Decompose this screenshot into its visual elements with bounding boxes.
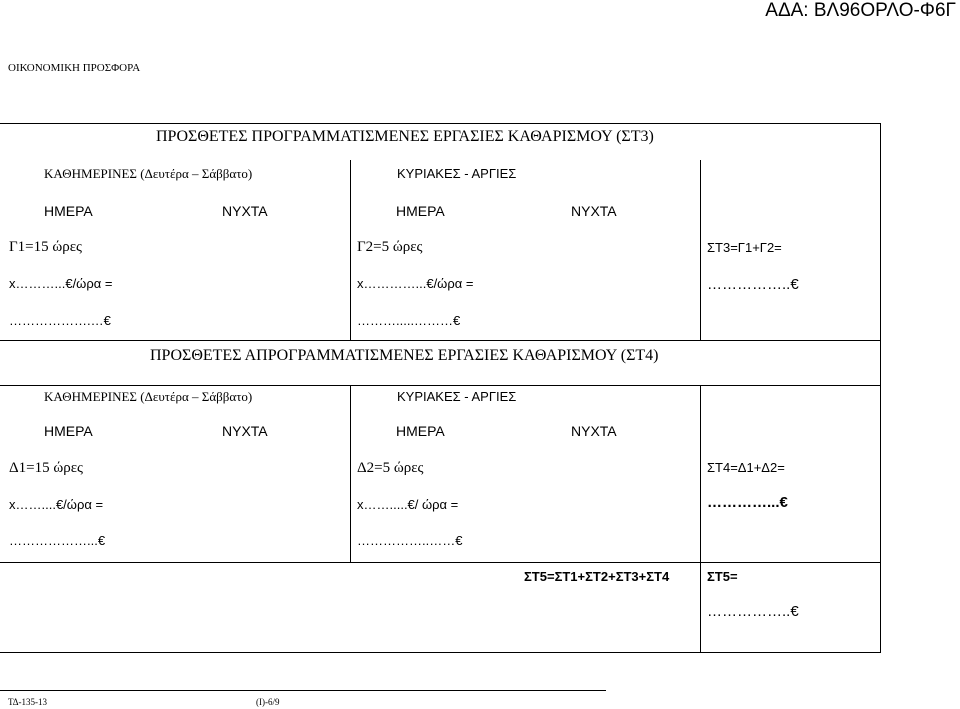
st5-top-border [0, 562, 880, 563]
st3-night-label: ΝΥΧΤΑ [222, 203, 268, 219]
st3-total-divider [700, 160, 701, 340]
st3-rate-2: x…………...€/ώρα = [357, 276, 474, 291]
st4-rate-1: x……....€/ώρα = [9, 497, 104, 512]
st3-middle-divider [350, 160, 351, 340]
st4-total-divider [700, 385, 701, 653]
st4-sunday-day-label: ΗΜΕΡΑ [396, 423, 445, 439]
table-top-border [0, 123, 880, 124]
st4-rate-2: x…….....€/ ώρα = [357, 497, 459, 512]
st3-hours-1: Γ1=15 ώρες [9, 239, 82, 255]
st4-total-label: ΣΤ4=Δ1+Δ2= [707, 460, 785, 475]
st3-weekdays-header: ΚΑΘΗΜΕΡΙΝΕΣ (Δευτέρα – Σάββατο) [44, 166, 253, 181]
st3-sundays-header: ΚΥΡΙΑΚΕΣ - ΑΡΓΙΕΣ [397, 166, 517, 181]
st3-amount-1: ……………….…€ [9, 313, 111, 328]
st4-middle-divider [350, 385, 351, 562]
st3-total-value: ……………..€ [707, 276, 799, 293]
st3-amount-2: ……….....………€ [357, 313, 461, 328]
st4-hours-1: Δ1=15 ώρες [9, 460, 83, 476]
st3-sunday-night-label: ΝΥΧΤΑ [571, 203, 617, 219]
st4-amount-1: ………………...€ [9, 533, 106, 548]
st4-hours-2: Δ2=5 ώρες [357, 460, 424, 476]
ada-code: ΑΔΑ: ΒΛ96ΟΡΛΟ-Φ6Γ [765, 0, 956, 21]
st4-title-top-border [0, 340, 880, 341]
st5-formula: ΣΤ5=ΣΤ1+ΣΤ2+ΣΤ3+ΣΤ4 [524, 569, 670, 584]
st4-weekdays-header: ΚΑΘΗΜΕΡΙΝΕΣ (Δευτέρα – Σάββατο) [44, 389, 253, 404]
table-bottom-border [0, 652, 880, 653]
footer-rule [0, 690, 606, 691]
st4-sundays-header: ΚΥΡΙΑΚΕΣ - ΑΡΓΙΕΣ [397, 389, 517, 404]
st4-day-label: ΗΜΕΡΑ [44, 423, 93, 439]
document-label: ΟΙΚΟΝΟΜΙΚΗ ΠΡΟΣΦΟΡΑ [8, 62, 141, 74]
st3-hours-2: Γ2=5 ώρες [357, 239, 423, 255]
st5-value: ……………..€ [707, 603, 799, 620]
st3-total-label: ΣΤ3=Γ1+Γ2= [707, 240, 782, 255]
st4-night-label: ΝΥΧΤΑ [222, 423, 268, 439]
st3-title: ΠΡΟΣΘΕΤΕΣ ΠΡΟΓΡΑΜΜΑΤΙΣΜΕΝΕΣ ΕΡΓΑΣΙΕΣ ΚΑΘΑΡΙΣΜΟΥ (ΣΤ3) [156, 128, 654, 145]
footer-page-number: (Ι)-6/9 [256, 697, 280, 707]
st4-title-bottom-border [0, 385, 880, 386]
st4-amount-2: ……………..……€ [357, 533, 463, 548]
st3-day-label: ΗΜΕΡΑ [44, 203, 93, 219]
st3-rate-1: x………...€/ώρα = [9, 276, 113, 291]
st4-title: ΠΡΟΣΘΕΤΕΣ ΑΠΡΟΓΡΑΜΜΑΤΙΣΜΕΝΕΣ ΕΡΓΑΣΙΕΣ ΚΑΘΑΡΙΣΜΟΥ (ΣΤ4) [150, 347, 659, 364]
st5-label: ΣΤ5= [707, 569, 738, 584]
footer-code: ΤΔ-135-13 [8, 697, 48, 707]
table-right-border [880, 123, 881, 653]
st4-total-value: …………...€ [707, 494, 788, 511]
st4-sunday-night-label: ΝΥΧΤΑ [571, 423, 617, 439]
st3-sunday-day-label: ΗΜΕΡΑ [396, 203, 445, 219]
